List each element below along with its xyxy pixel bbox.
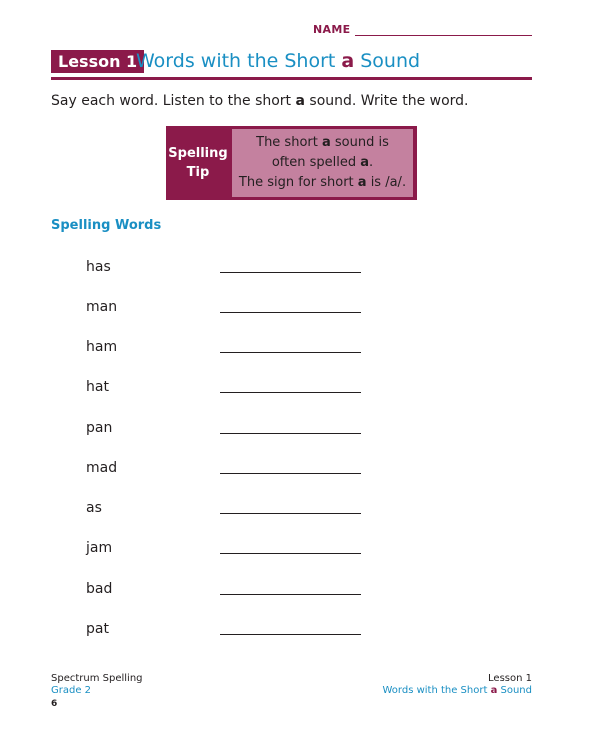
section-title: Spelling Words [51, 218, 162, 233]
footer-lesson-title-after: Sound [497, 685, 532, 696]
write-line[interactable] [220, 594, 361, 595]
footer-grade: Grade 2 [51, 685, 92, 696]
spelling-word: jam [86, 540, 113, 556]
name-write-line [355, 35, 532, 36]
instruction [51, 92, 469, 110]
write-line[interactable] [220, 513, 361, 514]
tip-line-1-before: The short [256, 135, 322, 150]
footer-lesson-title [382, 685, 532, 697]
tip-line-1-letter: a [321, 135, 331, 150]
lesson-title-after: Sound [354, 50, 421, 72]
write-line[interactable] [220, 634, 361, 635]
name-label: NAME [313, 23, 351, 36]
instruction-letter: a [295, 93, 305, 109]
tip-line-1-after: sound is [330, 135, 389, 150]
spelling-word: mad [86, 460, 118, 476]
page-number: 6 [51, 699, 58, 709]
write-line[interactable] [220, 312, 361, 313]
spelling-tip-body [232, 129, 413, 197]
tip-line-2 [232, 153, 413, 173]
header-rule [51, 77, 532, 80]
tip-line-2-before: often spelled [271, 155, 361, 170]
spelling-word: pan [86, 420, 113, 436]
spelling-word: hat [86, 379, 109, 395]
spelling-word: as [86, 500, 102, 516]
tip-line-1 [232, 133, 413, 153]
spelling-word: bad [86, 581, 113, 597]
spelling-tip-label-line2: Tip [186, 165, 210, 180]
spelling-word: man [86, 299, 118, 315]
tip-line-3-letter: a [357, 175, 367, 190]
lesson-title-before: Words with the Short [136, 50, 342, 72]
spelling-word: has [86, 259, 111, 275]
footer-lesson-title-letter: a [490, 685, 498, 696]
write-line[interactable] [220, 352, 361, 353]
lesson-title [136, 49, 420, 74]
tip-line-2-after: . [369, 155, 374, 170]
spelling-word: ham [86, 339, 118, 355]
instruction-after: sound. Write the word. [304, 93, 469, 109]
tip-line-3-before: The sign for short [238, 175, 358, 190]
tip-line-2-letter: a [360, 155, 370, 170]
write-line[interactable] [220, 553, 361, 554]
lesson-badge: Lesson 1 [51, 50, 144, 73]
footer-lesson: Lesson 1 [488, 673, 532, 684]
write-line[interactable] [220, 272, 361, 273]
footer-book-title: Spectrum Spelling [51, 673, 143, 684]
tip-line-3 [232, 173, 413, 193]
spelling-tip-label [166, 126, 230, 200]
instruction-before: Say each word. Listen to the short [51, 93, 296, 109]
spelling-tip-label-line1: Spelling [168, 146, 228, 161]
write-line[interactable] [220, 392, 361, 393]
spelling-word: pat [86, 621, 109, 637]
tip-line-3-after: is /a/. [366, 175, 407, 190]
write-line[interactable] [220, 473, 361, 474]
write-line[interactable] [220, 433, 361, 434]
lesson-title-letter: a [341, 50, 355, 72]
footer-lesson-title-before: Words with the Short [382, 685, 491, 696]
